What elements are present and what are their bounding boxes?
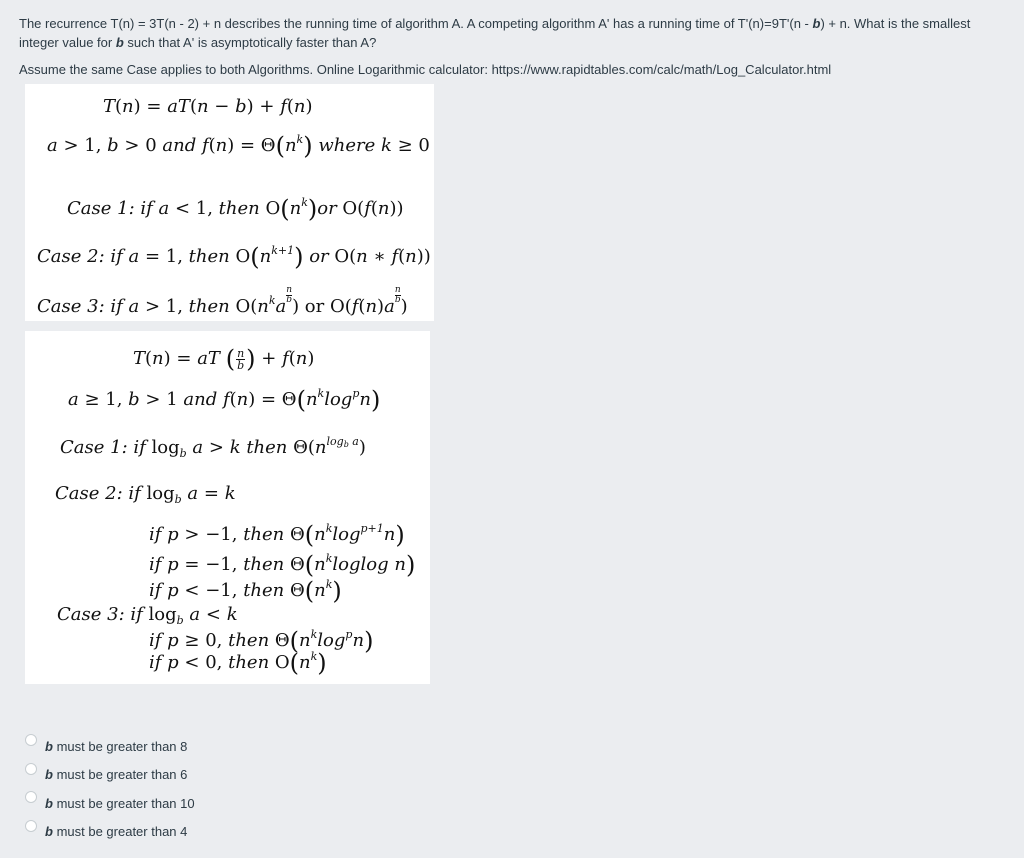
- master-case-3a: if p ≥ 0, then $\Theta(n^k\log^pn)$: [149, 627, 374, 655]
- option-label[interactable]: [45, 739, 187, 754]
- subtract-case-1-label: Case 1:: [67, 198, 135, 219]
- subtract-case-3: Case 3: if a > 1, then $O(n^ka$ $\frac{n}{b}$ ) or O(f(n)a $\frac{n}{b}$ ): [37, 285, 408, 317]
- assumption-text: Assume the same Case applies to both Algorithms. Online Logarithmic calculator: https://www.rapidtables.com/calc/math/Log_Calculator.html: [19, 62, 832, 77]
- option-text: must be greater than 6: [52, 767, 188, 783]
- option-label[interactable]: [45, 767, 187, 782]
- answer-option-1[interactable]: [25, 732, 425, 761]
- master-case-3-label: Case 3:: [57, 604, 125, 625]
- answer-option-4[interactable]: [25, 818, 425, 847]
- option-text: must be greater than 10: [52, 795, 195, 811]
- option-text: must be greater than 4: [52, 824, 188, 840]
- question-part-3: such that A' is asymptotically faster than A?: [123, 35, 377, 50]
- subtract-conditions: a > 1, b > 0 and $f(n) = \Theta(n^k)$ where k ≥ 0: [47, 132, 430, 160]
- subtract-case-3-label: Case 3:: [37, 296, 105, 317]
- question-part-1: The recurrence T(n) = 3T(n - 2) + n describes the running time of algorithm A. A competing algorithm A' has a running time of T'(n)=9T'(n -: [19, 16, 813, 31]
- option-var: b: [45, 824, 53, 840]
- radio-button[interactable]: [25, 763, 37, 775]
- option-var: b: [45, 767, 53, 783]
- master-case-2: Case 2: if $\log_b a = k$: [55, 483, 236, 506]
- master-case-2a: if p > −1, then $\Theta(n^k\log^{p+1}n)$: [149, 521, 405, 549]
- subtract-formula: T(n) = aT(n − b) + f(n): [103, 96, 313, 117]
- subtract-case-1: Case 1: if a < 1, then $O(n^k)or$ O(f(n)): [67, 195, 404, 223]
- radio-button[interactable]: [25, 820, 37, 832]
- master-theorem-image: [25, 331, 430, 684]
- question-var-b-1: b: [812, 16, 821, 31]
- question-var-b-2: b: [115, 35, 124, 50]
- master-case-2-label: Case 2:: [55, 483, 123, 504]
- subtract-conquer-theorem-image: [25, 84, 434, 321]
- option-text: must be greater than 8: [52, 738, 188, 754]
- subtract-case-2-label: Case 2:: [37, 246, 105, 267]
- master-case-1-label: Case 1:: [60, 437, 128, 458]
- radio-button[interactable]: [25, 734, 37, 746]
- master-case-3b: if p < 0, then $O(n^k)$: [149, 649, 327, 677]
- option-var: b: [45, 795, 53, 811]
- master-conditions: a ≥ 1, b > 1 and $f(n) = \Theta(n^k\log^pn)$: [68, 386, 381, 414]
- question-text: [19, 14, 1009, 52]
- option-var: b: [45, 738, 53, 754]
- master-case-3: Case 3: if $\log_b a < k$: [57, 604, 238, 627]
- answer-option-3[interactable]: [25, 789, 425, 818]
- option-label[interactable]: [45, 824, 187, 839]
- question-part-2: ) + n. What is the smallest integer value for: [19, 16, 971, 50]
- master-case-2b: if p = −1, then $\Theta(n^kloglog$ n): [149, 551, 416, 579]
- subtract-case-2: Case 2: if a = 1, then $O(n^{k+1})$ or O(n ∗ f(n)): [37, 243, 431, 271]
- radio-button[interactable]: [25, 791, 37, 803]
- master-formula: T(n) = aT ( $\frac{n}{b}$ ) + f(n): [133, 345, 315, 373]
- master-case-2c: if p < −1, then $\Theta(n^k)$: [149, 577, 342, 605]
- master-case-1: Case 1: if $\log_b a > k$ then $\Theta(n^{log_b a})$: [60, 435, 366, 460]
- answer-options: [25, 732, 425, 846]
- answer-option-2[interactable]: [25, 761, 425, 790]
- option-label[interactable]: [45, 796, 195, 811]
